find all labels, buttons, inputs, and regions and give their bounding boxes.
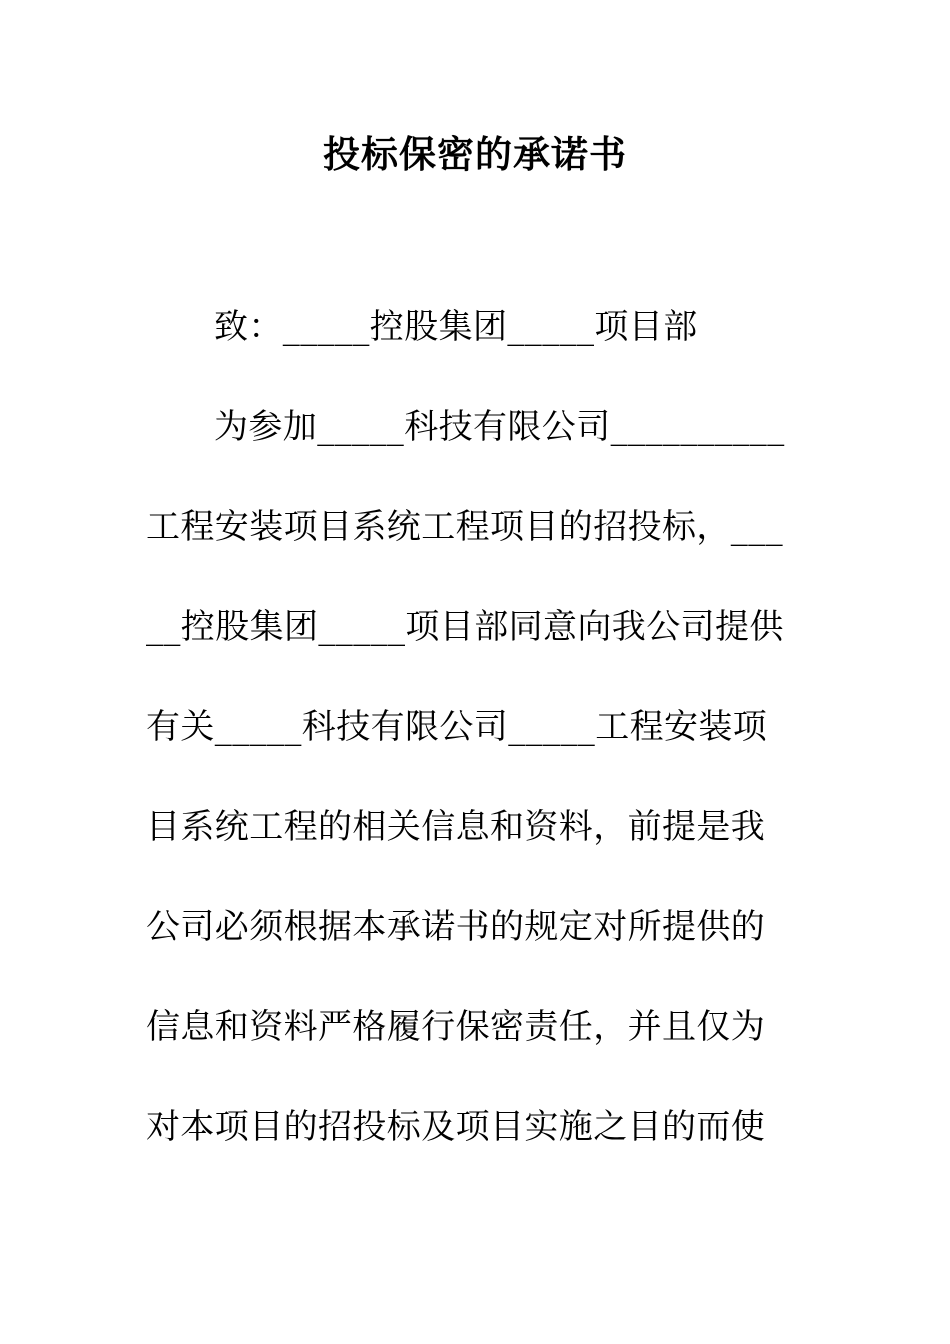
body-line-1: 为参加_____科技有限公司__________ <box>214 407 785 447</box>
body-line-8: 对本项目的招投标及项目实施之目的而使 <box>146 1107 766 1147</box>
body-line-7: 信息和资料严格履行保密责任，并且仅为 <box>146 1007 766 1047</box>
body-line-3: __控股集团_____项目部同意向我公司提供 <box>146 607 784 647</box>
document-title: 投标保密的承诺书 <box>323 132 627 176</box>
addressee-line: 致：_____控股集团_____项目部 <box>214 307 698 347</box>
body-line-2: 工程安装项目系统工程项目的招投标，___ <box>146 507 783 547</box>
body-line-4: 有关_____科技有限公司_____工程安装项 <box>146 707 768 747</box>
body-line-5: 目系统工程的相关信息和资料，前提是我 <box>146 807 766 847</box>
body-line-6: 公司必须根据本承诺书的规定对所提供的 <box>146 907 766 947</box>
